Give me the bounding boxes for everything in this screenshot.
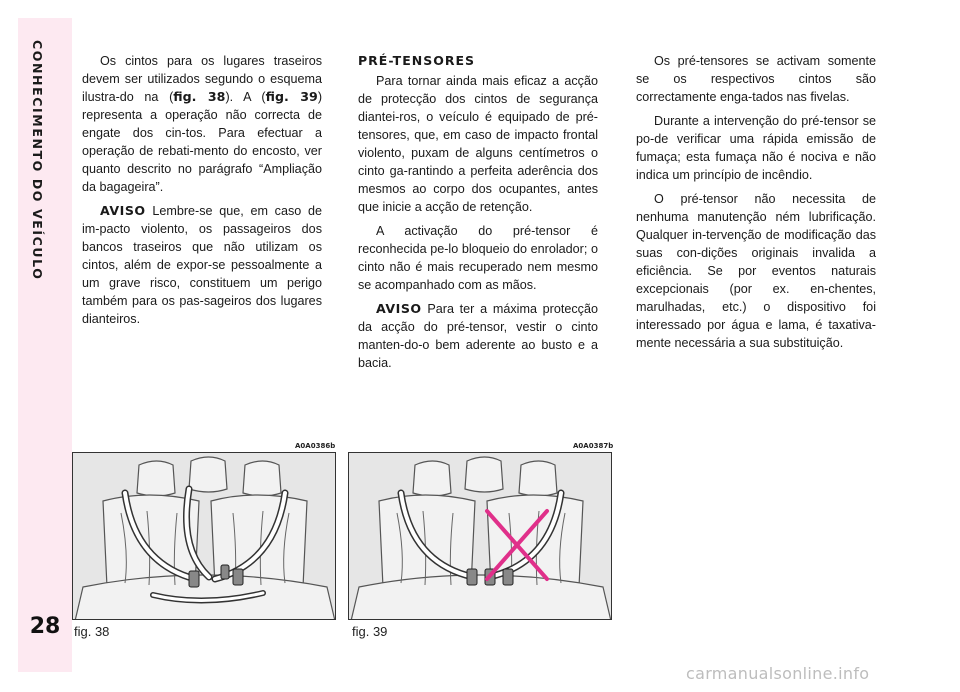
paragraph-rear-belts	[82, 52, 322, 196]
figure-38-illustration	[72, 452, 336, 620]
warning-text: Lembre-se que, em caso de im-pacto violento, os passageiros dos bancos traseiros que não utilizam os cintos, além de expor-se pessoalmente a um grave risco, constituem um perigo também para os pas-sageiros dos lugares dianteiros.	[82, 204, 322, 326]
figure-code-39: A0A0387b	[573, 442, 614, 450]
figure-39-illustration	[348, 452, 612, 620]
paragraph-activate: Os pré-tensores se activam somente se os respectivos cintos são correctamente enga-tados nas fivelas.	[636, 54, 876, 104]
text-run: Os cintos para os lugares traseiros devem ser utilizados segundo o esquema ilustra-do na (	[82, 54, 322, 104]
warning-label: AVISO	[100, 203, 146, 218]
fig-ref-39: fig. 39	[265, 89, 318, 104]
warning-paragraph	[358, 300, 598, 372]
rear-seat-belts-incorrect-illustration	[349, 453, 612, 620]
section-title-text: CONHECIMENTO DO VEÍCULO	[30, 40, 45, 281]
figure-code-38: A0A0386b	[295, 442, 336, 450]
figure-caption-39: fig. 39	[352, 624, 388, 639]
paragraph-smoke: Durante a intervenção do pré-tensor se po-de verificar uma rápida emissão de fumaça; esta fumaça não é nociva e não indica um princípio de incêndio.	[636, 114, 876, 182]
warning-label: AVISO	[376, 301, 422, 316]
paragraph-activation: A activação do pré-tensor é reconhecida pe-lo bloqueio do enrolador; o cinto não é mais recuperado nem mesmo se acompanhado com as mãos.	[358, 224, 598, 292]
text-column-1	[82, 52, 322, 334]
text-column-2	[358, 52, 598, 378]
warning-text: Para ter a máxima protecção da acção do pré-tensor, vestir o cinto manten-do-o bem aderente ao busto e a bacia.	[358, 302, 598, 370]
page-number: 28	[29, 614, 61, 639]
paragraph-pretensioners: Para tornar ainda mais eficaz a acção de protecção dos cintos de segurança diantei-ros, o veículo é equipado de pré-tensores, que, em caso de impacto frontal violento, puxam de alguns centímetros o cinto ga-rantindo a perfeita aderência dos mesmos ao corpo dos ocupantes, antes que inicie a acção de retenção.	[358, 74, 598, 214]
figure-caption-38: fig. 38	[74, 624, 110, 639]
text-run: ) representa a operação não correcta de engate dos cin-tos. Para efectuar a operação de rebati-mento do encosto, ver quanto descrito no parágrafo “Ampliação da bagageira”.	[82, 90, 323, 194]
rear-seat-belts-correct-illustration	[73, 453, 336, 620]
text-run: ). A (	[225, 90, 266, 104]
warning-paragraph	[82, 202, 322, 328]
section-heading: PRÉ-TENSORES	[358, 53, 475, 68]
text-column-3	[636, 52, 876, 358]
fig-ref-38: fig. 38	[173, 89, 226, 104]
watermark: carmanualsonline.info	[686, 664, 870, 683]
side-accent-bar	[18, 18, 72, 672]
paragraph-maintenance: O pré-tensor não necessita de nenhuma manutenção ném lubrificação. Qualquer in-tervenção de modificação das suas con-dições originais invalida a eficiência. Se por eventos naturais excepcionais (por ex. en-chentes, marulhadas, etc.) o dispositivo foi interessado por água e lama, é taxativa-mente necessária a sua substituição.	[636, 192, 876, 350]
